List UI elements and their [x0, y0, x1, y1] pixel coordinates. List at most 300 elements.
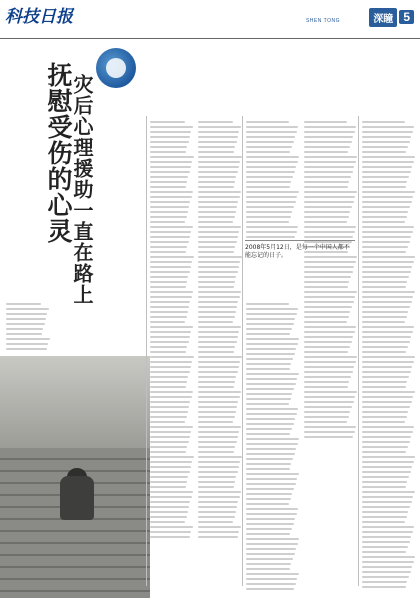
text-line [198, 191, 241, 193]
text-line [198, 266, 239, 268]
text-line [198, 476, 236, 478]
text-line [362, 386, 406, 388]
text-line [246, 383, 296, 385]
text-line [362, 181, 407, 183]
text-line [150, 271, 190, 273]
text-line [198, 386, 234, 388]
text-line [246, 191, 299, 193]
text-line [150, 376, 188, 378]
text-line [304, 431, 355, 433]
text-line [150, 291, 193, 293]
text-line [150, 201, 190, 203]
text-line [198, 251, 234, 253]
text-line [150, 446, 187, 448]
text-line [150, 161, 192, 163]
text-line [304, 166, 354, 168]
text-line [198, 171, 238, 173]
text-line [150, 141, 189, 143]
text-line [198, 256, 242, 258]
text-line [150, 356, 194, 358]
text-line [198, 206, 237, 208]
text-line [198, 391, 241, 393]
text-line [304, 321, 347, 323]
text-line [304, 331, 355, 333]
text-line [198, 431, 239, 433]
text-line [246, 226, 298, 228]
text-line [198, 181, 235, 183]
text-line [362, 421, 405, 423]
text-line [246, 578, 297, 580]
text-line [304, 151, 348, 153]
text-line [304, 326, 356, 328]
photo-stairs [0, 356, 150, 598]
byline [96, 110, 144, 112]
text-line [6, 348, 47, 350]
text-line [246, 136, 295, 138]
text-line [362, 506, 410, 508]
text-line [246, 393, 292, 395]
text-line [362, 426, 414, 428]
text-line [362, 436, 411, 438]
text-line [198, 276, 236, 278]
text-line [362, 296, 413, 298]
text-line [362, 326, 414, 328]
column-divider [146, 116, 147, 586]
text-line [304, 141, 352, 143]
text-line [246, 468, 290, 470]
text-line [150, 456, 194, 458]
text-line [362, 251, 406, 253]
text-line [304, 351, 348, 353]
text-line [304, 126, 356, 128]
text-line [362, 416, 407, 418]
text-line [246, 206, 294, 208]
text-line [150, 221, 185, 223]
text-line [362, 221, 405, 223]
text-line [304, 131, 355, 133]
page-number: 5 [399, 10, 414, 24]
text-line [362, 471, 411, 473]
text-line [150, 511, 188, 513]
text-line [362, 541, 410, 543]
text-line [362, 451, 406, 453]
text-line [304, 396, 355, 398]
text-line [246, 196, 297, 198]
text-line [246, 508, 298, 510]
text-line [150, 426, 193, 428]
text-line [304, 421, 347, 423]
text-line [198, 511, 236, 513]
text-line [150, 176, 188, 178]
text-line [246, 166, 296, 168]
text-line [246, 146, 292, 148]
text-line [304, 191, 357, 193]
text-line [362, 456, 415, 458]
text-line [362, 431, 413, 433]
text-line [304, 216, 349, 218]
section-logo-icon [96, 48, 136, 88]
text-line [246, 498, 291, 500]
text-line [150, 281, 187, 283]
text-line [246, 126, 298, 128]
text-line [246, 358, 293, 360]
text-line [198, 366, 239, 368]
text-line [198, 186, 234, 188]
text-line [304, 391, 357, 393]
text-line [246, 453, 295, 455]
text-line [246, 131, 297, 133]
text-line [150, 431, 191, 433]
text-line [304, 226, 356, 228]
text-line [304, 231, 355, 233]
text-line [150, 196, 192, 198]
text-line [198, 301, 238, 303]
text-line [246, 318, 295, 320]
text-line [304, 181, 349, 183]
text-line [150, 526, 193, 528]
text-line [150, 536, 190, 538]
text-line [198, 491, 241, 493]
text-line [150, 191, 193, 193]
text-line [304, 201, 354, 203]
text-line [362, 126, 414, 128]
text-line [150, 226, 193, 228]
text-line [150, 506, 189, 508]
text-line [150, 131, 191, 133]
text-line [362, 351, 406, 353]
text-line [304, 196, 355, 198]
text-line [362, 236, 411, 238]
text-line [198, 151, 234, 153]
text-line [246, 553, 295, 555]
text-line [362, 121, 405, 123]
text-column-2 [150, 118, 194, 538]
text-line [150, 416, 187, 418]
text-line [362, 586, 406, 588]
text-line [246, 221, 289, 223]
headline-main: 抚慰受伤的心灵 [44, 62, 73, 244]
text-line [362, 246, 408, 248]
text-line [362, 171, 411, 173]
text-line [304, 406, 352, 408]
text-line [6, 318, 46, 320]
text-line [198, 136, 238, 138]
text-line [198, 331, 239, 333]
text-line [246, 353, 295, 355]
text-line [362, 461, 414, 463]
text-line [246, 181, 291, 183]
text-line [6, 343, 48, 345]
text-line [150, 471, 190, 473]
text-line [246, 156, 299, 158]
section-name: 深瞳 [369, 8, 397, 27]
text-line [304, 161, 356, 163]
text-line [150, 366, 191, 368]
text-line [304, 416, 349, 418]
text-line [246, 231, 297, 233]
text-line [198, 516, 235, 518]
text-line [150, 121, 185, 123]
text-line [246, 216, 291, 218]
text-line [246, 176, 293, 178]
text-line [362, 346, 408, 348]
text-line [246, 211, 292, 213]
text-line [150, 296, 192, 298]
text-line [150, 246, 187, 248]
text-line [198, 271, 238, 273]
text-line [198, 451, 234, 453]
text-line [246, 528, 292, 530]
text-line [150, 216, 187, 218]
text-line [362, 556, 415, 558]
text-line [362, 136, 411, 138]
text-line [246, 398, 291, 400]
text-line [246, 423, 294, 425]
text-line [362, 201, 412, 203]
text-line [198, 156, 242, 158]
text-line [198, 526, 241, 528]
text-line [246, 201, 296, 203]
text-line [362, 376, 409, 378]
callout-text: 2008年5月12日，是每一个中国人都不能忘记的日子。 [245, 244, 350, 259]
text-line [246, 433, 290, 435]
text-line [198, 201, 238, 203]
text-line [198, 421, 233, 423]
text-line [304, 146, 350, 148]
text-line [304, 311, 350, 313]
text-line [246, 543, 298, 545]
text-line [150, 496, 192, 498]
text-line [6, 313, 47, 315]
text-line [198, 286, 234, 288]
text-line [198, 141, 237, 143]
text-line [198, 396, 240, 398]
text-line [362, 546, 408, 548]
text-line [246, 141, 294, 143]
text-line [198, 131, 239, 133]
text-line [304, 241, 352, 243]
text-line [246, 313, 297, 315]
text-line [362, 371, 411, 373]
text-line [150, 311, 188, 313]
text-line [304, 341, 352, 343]
text-line [362, 321, 405, 323]
text-line [198, 121, 233, 123]
text-column-1 [6, 300, 50, 352]
text-line [198, 381, 235, 383]
text-line [362, 511, 408, 513]
text-line [304, 401, 354, 403]
text-line [150, 186, 186, 188]
text-line [362, 391, 415, 393]
text-line [246, 518, 295, 520]
text-line [246, 488, 294, 490]
text-line [198, 126, 241, 128]
text-line [362, 211, 408, 213]
text-line [150, 516, 187, 518]
text-line [304, 296, 355, 298]
photo-person [60, 476, 94, 520]
text-line [198, 481, 235, 483]
text-line [150, 441, 189, 443]
text-line [246, 303, 289, 305]
text-line [246, 161, 298, 163]
text-line [150, 336, 190, 338]
section-pinyin: SHEN TONG [305, 18, 340, 24]
text-line [198, 536, 238, 538]
text-line [6, 303, 41, 305]
text-line [246, 333, 290, 335]
text-line [246, 418, 295, 420]
text-line [246, 343, 298, 345]
text-line [362, 216, 407, 218]
text-line [362, 446, 408, 448]
text-line [362, 531, 413, 533]
text-line [198, 146, 235, 148]
text-line [362, 146, 408, 148]
text-line [198, 161, 240, 163]
text-line [362, 561, 414, 563]
text-line [198, 496, 240, 498]
text-line [246, 121, 289, 123]
text-line [150, 481, 187, 483]
text-line [362, 241, 410, 243]
text-line [362, 331, 413, 333]
text-line [6, 328, 43, 330]
text-line [246, 236, 295, 238]
intro-paragraph [148, 44, 414, 112]
text-line [362, 176, 409, 178]
page-header [0, 0, 420, 39]
text-line [198, 456, 242, 458]
text-line [362, 551, 406, 553]
text-line [198, 281, 235, 283]
text-line [246, 323, 294, 325]
text-line [198, 521, 233, 523]
text-line [362, 271, 411, 273]
text-line [198, 261, 240, 263]
text-line [198, 531, 239, 533]
column-divider [242, 116, 243, 586]
text-line [362, 196, 413, 198]
text-line [246, 151, 290, 153]
text-line [150, 266, 191, 268]
text-line [246, 368, 290, 370]
text-line [198, 356, 242, 358]
text-line [304, 371, 353, 373]
text-line [150, 351, 186, 353]
text-column-4 [246, 118, 300, 238]
text-line [150, 436, 190, 438]
text-line [362, 191, 415, 193]
text-line [304, 301, 354, 303]
text-line [362, 231, 413, 233]
text-line [150, 236, 190, 238]
text-line [246, 573, 299, 575]
masthead: 科技日报 [5, 7, 73, 27]
text-line [304, 121, 347, 123]
text-line [304, 376, 351, 378]
text-line [362, 496, 413, 498]
text-line [150, 461, 192, 463]
text-line [198, 461, 240, 463]
text-line [150, 466, 191, 468]
text-line [304, 176, 351, 178]
text-line [150, 251, 186, 253]
text-line [246, 186, 290, 188]
text-line [246, 538, 299, 540]
text-line [362, 266, 412, 268]
text-line [362, 166, 412, 168]
text-line [150, 346, 187, 348]
text-line [246, 373, 299, 375]
section-badge [342, 6, 414, 28]
text-line [6, 323, 45, 325]
text-line [150, 531, 191, 533]
text-line [198, 316, 235, 318]
text-line [246, 448, 296, 450]
text-line [246, 348, 296, 350]
text-line [198, 306, 237, 308]
text-line [246, 478, 297, 480]
text-line [150, 476, 188, 478]
text-line [246, 438, 299, 440]
text-line [304, 361, 356, 363]
text-line [246, 493, 292, 495]
text-line [246, 428, 292, 430]
section-logo-inner [106, 58, 126, 78]
text-column-3 [198, 118, 242, 538]
text-line [362, 256, 415, 258]
text-line [150, 391, 193, 393]
text-line [246, 408, 298, 410]
text-line [6, 308, 49, 310]
text-line [150, 301, 190, 303]
text-line [198, 291, 241, 293]
text-line [246, 503, 289, 505]
text-line [150, 306, 189, 308]
text-column-7 [246, 300, 300, 590]
text-line [362, 206, 410, 208]
text-line [246, 378, 297, 380]
text-line [362, 381, 407, 383]
text-line [362, 486, 406, 488]
callout-divider [245, 240, 355, 241]
text-line [198, 446, 235, 448]
text-line [246, 328, 292, 330]
text-line [150, 241, 189, 243]
text-line [362, 341, 410, 343]
text-line [246, 308, 298, 310]
text-line [304, 346, 350, 348]
text-line [198, 411, 236, 413]
text-line [362, 131, 413, 133]
text-line [246, 548, 296, 550]
text-line [198, 361, 240, 363]
text-line [362, 286, 406, 288]
text-line [198, 216, 235, 218]
text-line [150, 331, 191, 333]
text-line [150, 521, 185, 523]
text-line [304, 156, 357, 158]
text-line [150, 396, 192, 398]
text-line [150, 491, 193, 493]
text-line [198, 486, 234, 488]
text-line [362, 411, 408, 413]
text-line [304, 316, 349, 318]
text-line [150, 166, 191, 168]
text-line [150, 451, 186, 453]
